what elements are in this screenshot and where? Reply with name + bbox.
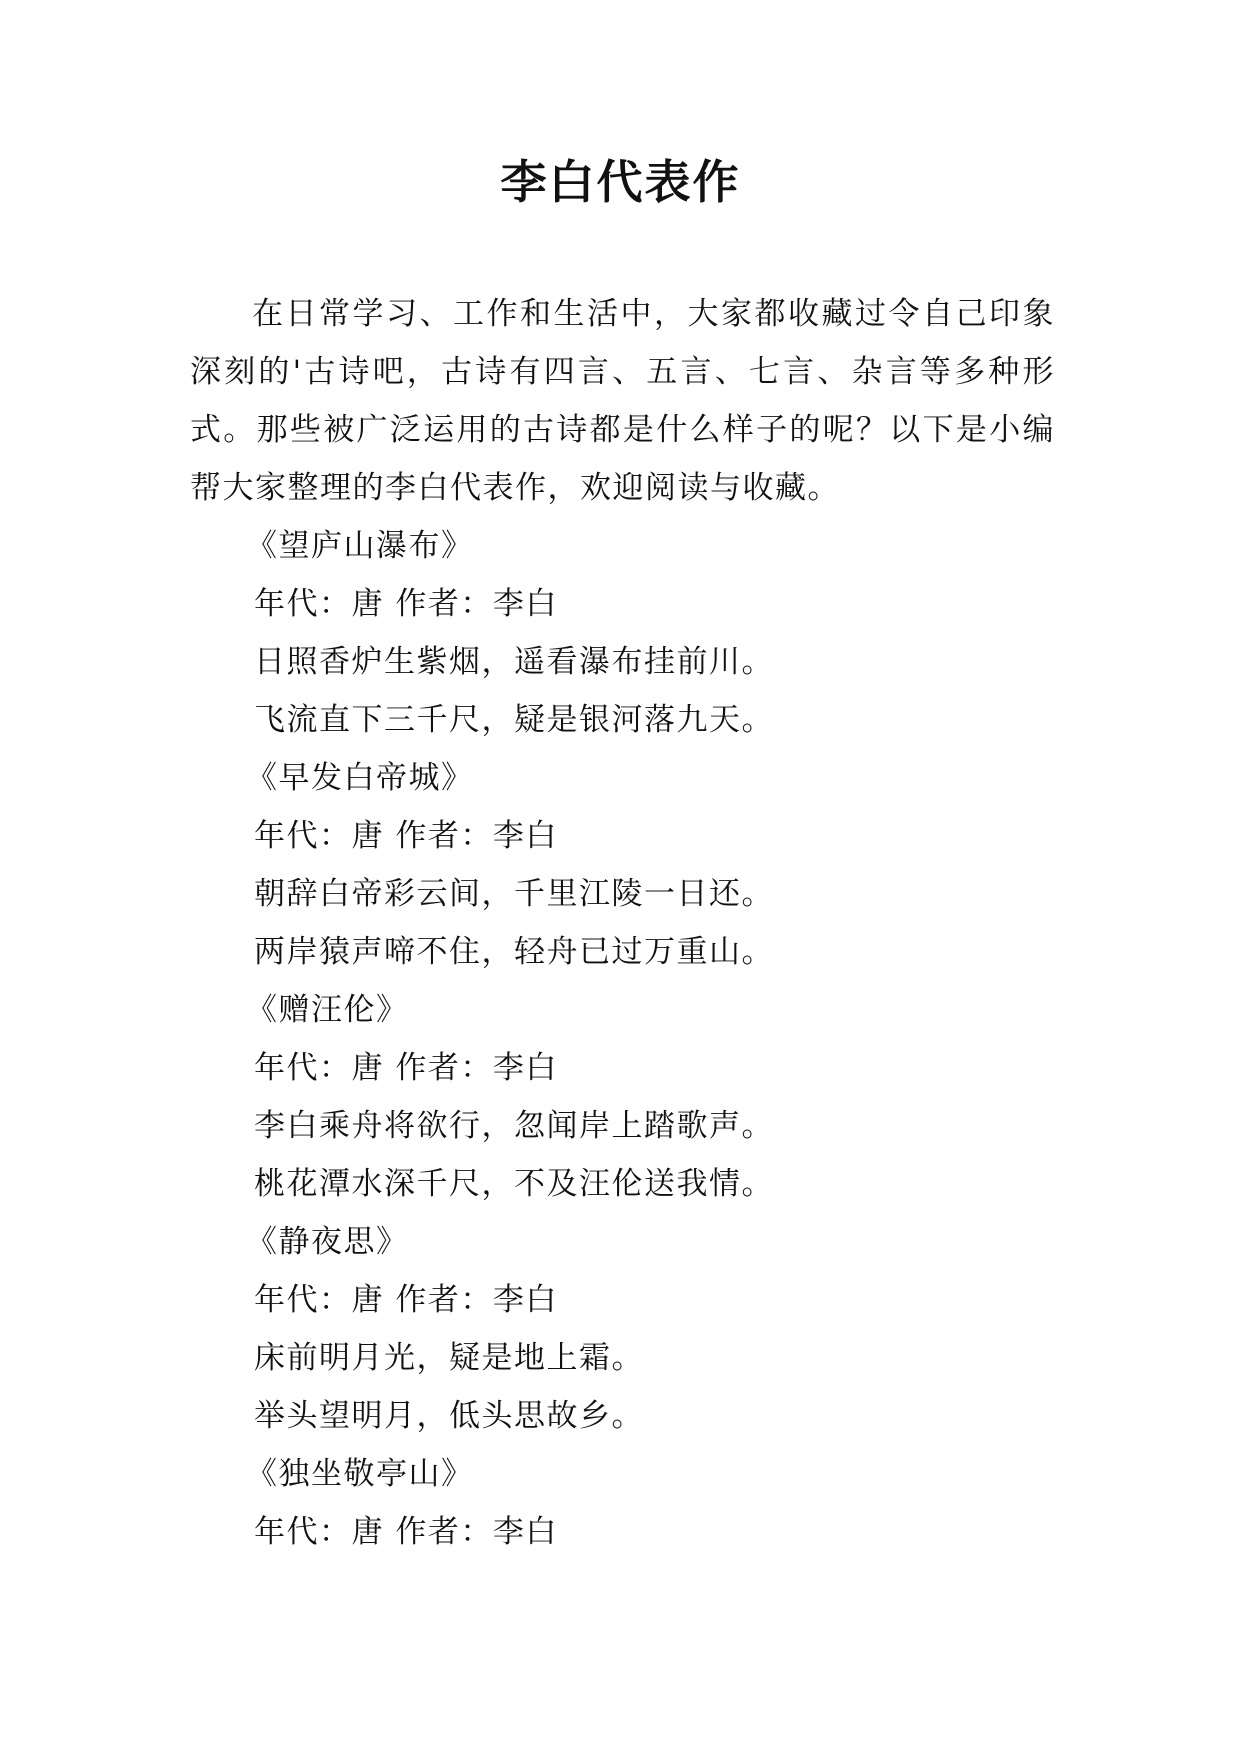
poem-wang-lun (190, 981, 1055, 1213)
poem-title: 《望庐山瀑布》 (246, 528, 474, 564)
poem-line: 日照香炉生紫烟，遥看瀑布挂前川。 (254, 644, 774, 680)
poem-line: 两岸猿声啼不住，轻舟已过万重山。 (254, 934, 774, 970)
poem-line: 飞流直下三千尺，疑是银河落九天。 (254, 702, 774, 738)
poem-jingting-mountain (190, 1445, 1055, 1561)
poem-meta: 年代：唐 作者：李白 (254, 586, 558, 622)
poem-meta: 年代：唐 作者：李白 (254, 1282, 558, 1318)
poem-quiet-night (190, 1213, 1055, 1445)
document-title: 李白代表作 (500, 155, 741, 209)
poem-meta: 年代：唐 作者：李白 (254, 818, 558, 854)
poem-meta: 年代：唐 作者：李白 (254, 1514, 558, 1550)
poem-title: 《早发白帝城》 (246, 760, 474, 796)
poem-title: 《独坐敬亭山》 (246, 1456, 474, 1492)
poem-line: 床前明月光，疑是地上霜。 (254, 1340, 644, 1376)
poem-meta: 年代：唐 作者：李白 (254, 1050, 558, 1086)
poem-line: 朝辞白帝彩云间，千里江陵一日还。 (254, 876, 774, 912)
intro-paragraph: 在日常学习、工作和生活中，大家都收藏过令自己印象深刻的'古诗吧，古诗有四言、五言、七言、杂言等多种形式。那些被广泛运用的古诗都是什么样子的呢？以下是小编帮大家整理的李白代表作，欢迎阅读与收藏。 (190, 296, 1055, 506)
poem-title: 《赠汪伦》 (246, 992, 409, 1028)
poem-line: 李白乘舟将欲行，忽闻岸上踏歌声。 (254, 1108, 774, 1144)
poem-title: 《静夜思》 (246, 1224, 409, 1260)
poem-baidi-city (190, 749, 1055, 981)
poem-line: 举头望明月，低头思故乡。 (254, 1398, 644, 1434)
poem-lushan-waterfall (190, 517, 1055, 749)
document-body (190, 285, 1055, 1561)
poem-line: 桃花潭水深千尺，不及汪伦送我情。 (254, 1166, 774, 1202)
